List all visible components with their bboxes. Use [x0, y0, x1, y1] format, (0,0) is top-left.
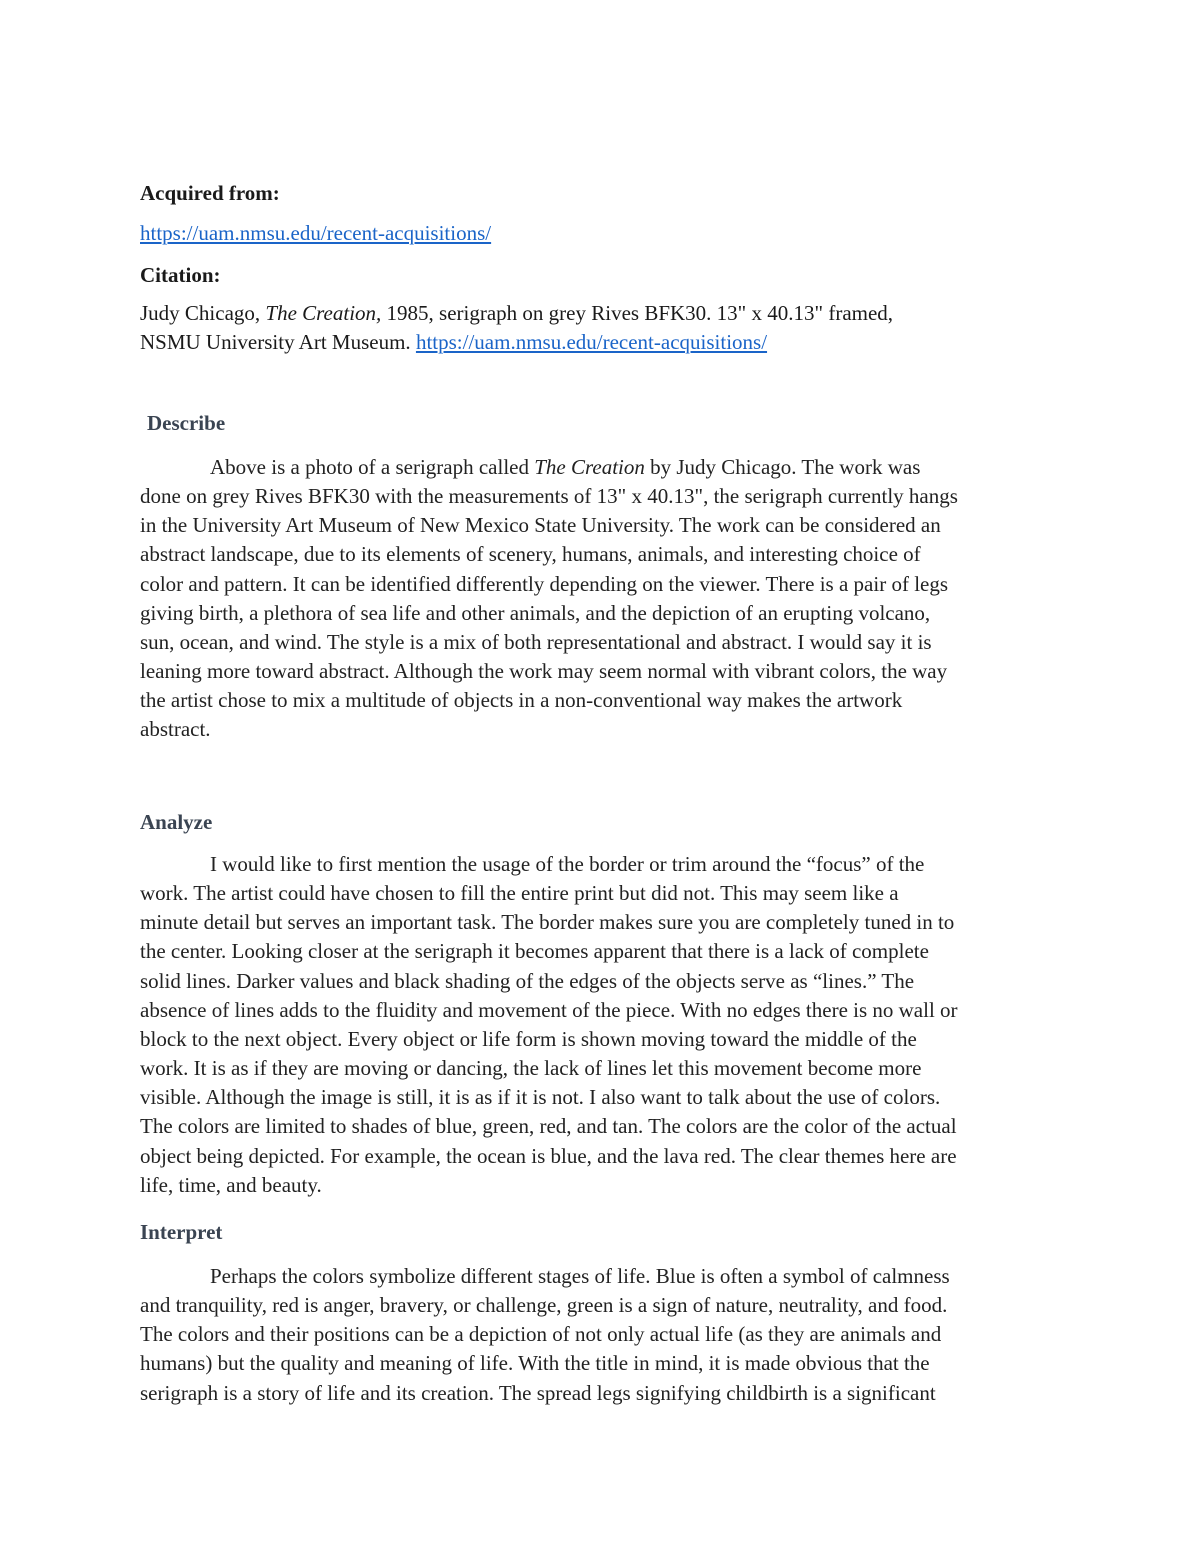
interpret-line-3: The colors and their positions can be a depiction of not only actual life (as they are animals and [140, 1322, 942, 1347]
describe-line-5: color and pattern. It can be identified differently depending on the viewer. There is a pair of legs [140, 571, 949, 596]
citation-details: 1985, serigraph on grey Rives BFK30. 13" x 40.13" framed, [381, 301, 894, 325]
citation-link[interactable]: https://uam.nmsu.edu/recent-acquisitions/ [415, 330, 768, 355]
interpret-heading: Interpret [140, 1220, 223, 1244]
describe-line-7: sun, ocean, and wind. The style is a mix of both representational and abstract. I would say it is [140, 629, 932, 654]
analyze-line-9: visible. Although the image is still, it is as if it is not. I also want to talk about the use of colors. [140, 1085, 941, 1110]
analyze-line-5: solid lines. Darker values and black shading of the edges of the objects serve as “lines.” The [140, 968, 915, 993]
citation-line-2 [140, 328, 1070, 357]
citation-text [140, 299, 1070, 357]
analyze-line-11: object being depicted. For example, the ocean is blue, and the lava red. The clear themes here are [140, 1143, 957, 1168]
citation-label: Citation: [140, 263, 221, 287]
analyze-line-6: absence of lines adds to the fluidity and movement of the piece. With no edges there is no wall or [140, 997, 958, 1022]
interpret-line-5: serigraph is a story of life and its creation. The spread legs signifying childbirth is a significant [140, 1380, 936, 1405]
describe-line-8: leaning more toward abstract. Although the work may seem normal with vibrant colors, the way [140, 659, 948, 684]
describe-line-3: in the University Art Museum of New Mexico State University. The work can be considered an [140, 513, 941, 538]
describe-line-4: abstract landscape, due to its elements of scenery, humans, animals, and interesting choice of [140, 542, 921, 567]
describe-heading: Describe [147, 411, 226, 435]
analyze-paragraph [140, 850, 1065, 1200]
describe-paragraph [140, 453, 1065, 745]
describe-line-9: the artist chose to mix a multitude of objects in a non-conventional way makes the artwork [140, 688, 903, 713]
interpret-line-2: and tranquility, red is anger, bravery, or challenge, green is a sign of nature, neutrality, and food. [140, 1293, 948, 1318]
describe-line-10: abstract. [140, 717, 211, 742]
analyze-heading: Analyze [140, 810, 213, 834]
describe-line-2: done on grey Rives BFK30 with the measurements of 13" x 40.13", the serigraph currently hangs [140, 484, 958, 509]
analyze-line-3: minute detail but serves an important task. The border makes sure you are completely tuned in to [140, 910, 955, 935]
interpret-line-1: Perhaps the colors symbolize different stages of life. Blue is often a symbol of calmness [210, 1264, 950, 1288]
artwork-title-italic: The Creation [534, 455, 645, 479]
interpret-line-4: humans) but the quality and meaning of life. With the title in mind, it is made obvious that the [140, 1351, 930, 1376]
acquired-from-label: Acquired from: [140, 181, 280, 205]
analyze-line-10: The colors are limited to shades of blue, green, red, and tan. The colors are the color of the actual [140, 1114, 957, 1139]
interpret-paragraph [140, 1262, 1065, 1408]
analyze-line-2: work. The artist could have chosen to fill the entire print but did not. This may seem like a [140, 881, 899, 906]
acquired-from-link[interactable]: https://uam.nmsu.edu/recent-acquisitions/ [140, 221, 492, 245]
citation-artwork-title: The Creation, [265, 301, 382, 325]
analyze-line-1: I would like to first mention the usage of the border or trim around the “focus” of the [210, 852, 925, 876]
citation-author: Judy Chicago, [140, 301, 266, 325]
analyze-line-7: block to the next object. Every object or life form is shown moving toward the middle of the [140, 1026, 917, 1051]
analyze-line-8: work. It is as if they are moving or dancing, the lack of lines let this movement become more [140, 1056, 922, 1081]
describe-line-6: giving birth, a plethora of sea life and other animals, and the depiction of an erupting volcano, [140, 600, 931, 625]
analyze-line-12: life, time, and beauty. [140, 1172, 322, 1197]
describe-line-1: Above is a photo of a serigraph called The Creation by Judy Chicago. The work was [210, 455, 921, 479]
analyze-line-4: the center. Looking closer at the serigraph it becomes apparent that there is a lack of complete [140, 939, 929, 964]
acquired-from-url-line [140, 219, 1070, 248]
citation-line-1 [140, 299, 1070, 328]
citation-museum: NSMU University Art Museum. [140, 330, 416, 355]
